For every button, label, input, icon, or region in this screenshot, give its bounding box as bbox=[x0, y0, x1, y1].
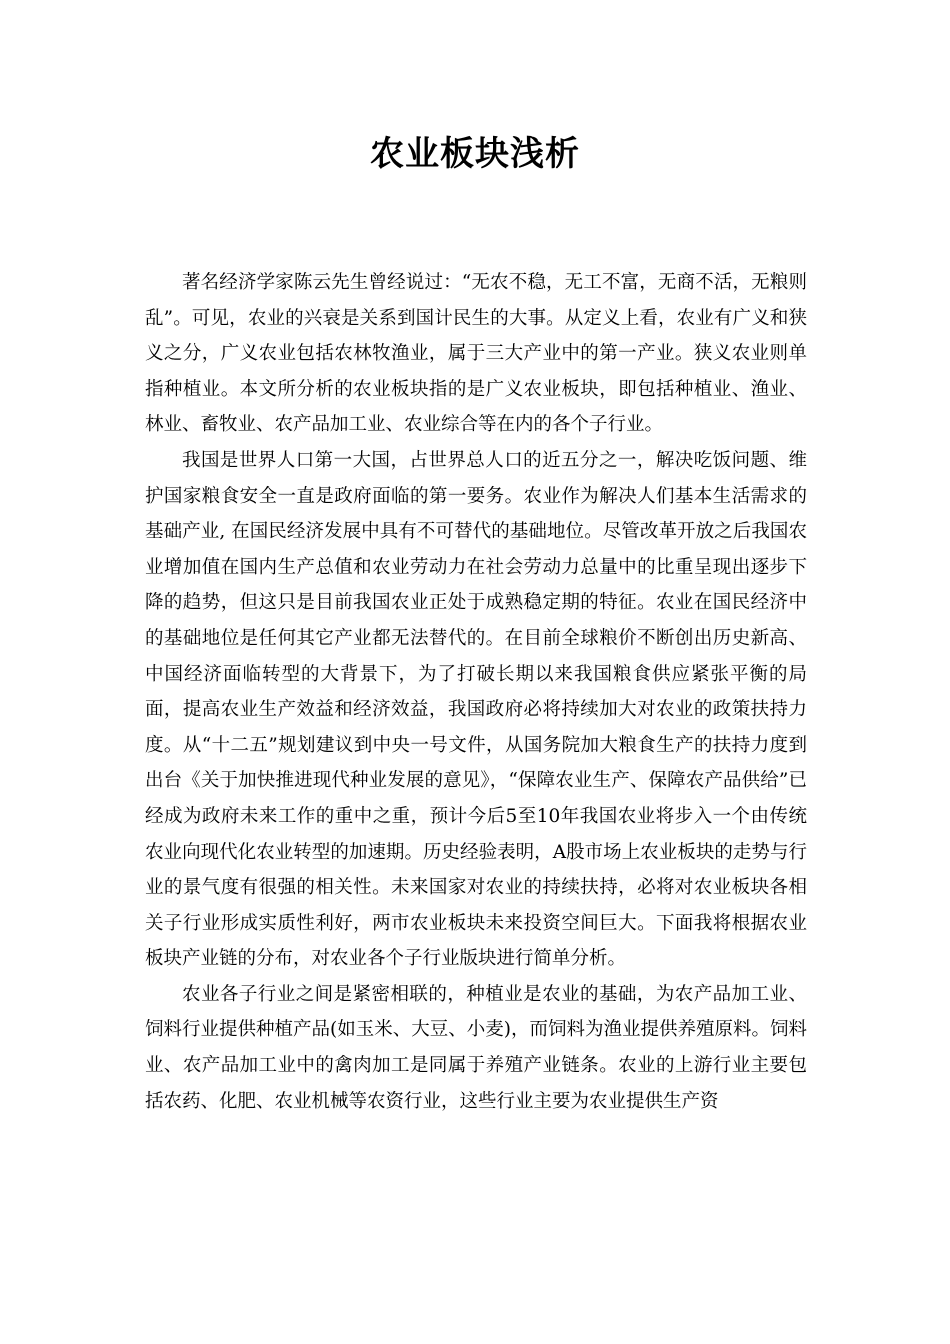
document-body bbox=[145, 265, 807, 1119]
paragraph-2: 我国是世界人口第一大国，占世界总人口的近五分之一，解决吃饭问题、维护国家粮食安全一直是政府面临的第一要务。农业作为解决人们基本生活需求的基础产业, 在国民经济发展中具有不可替代的基础地位。尽管改革开放之后我国农业增加值在国内生产总值和农业劳动力在社会劳动力总量中的比重呈现出逐步下降的趋势，但这只是目前我国农业正处于成熟稳定期的特征。农业在国民经济中的基础地位是任何其它产业都无法替代的。在目前全球粮价不断创出历史新高、中国经济面临转型的大背景下，为了打破长期以来我国粮食供应紧张平衡的局面，提高农业生产效益和经济效益，我国政府必将持续加大对农业的政策扶持力度。从“十二五”规划建议到中央一号文件，从国务院加大粮食生产的扶持力度到出台《关于加快推进现代种业发展的意见》，“保障农业生产、保障农产品供给”已经成为政府未来工作的重中之重，预计今后5至10年我国农业将步入一个由传统农业向现代化农业转型的加速期。历史经验表明，A股市场上农业板块的走势与行业的景气度有很强的相关性。未来国家对农业的持续扶持，必将对农业板块各相关子行业形成实质性利好，两市农业板块未来投资空间巨大。下面我将根据农业板块产业链的分布，对农业各个子行业版块进行简单分析。 bbox=[145, 449, 807, 970]
document-title: 农业板块浅析 bbox=[370, 134, 580, 174]
paragraph-3: 农业各子行业之间是紧密相联的，种植业是农业的基础，为农产品加工业、饲料行业提供种植产品(如玉米、大豆、小麦)，而饲料为渔业提供养殖原料。饲料业、农产品加工业中的禽肉加工是同属于养殖产业链条。农业的上游行业主要包括农药、化肥、农业机械等农资行业，这些行业主要为农业提供生产资 bbox=[145, 983, 807, 1112]
paragraph-1: 著名经济学家陈云先生曾经说过：“无农不稳，无工不富，无商不活，无粮则乱”。可见，农业的兴衰是关系到国计民生的大事。从定义上看，农业有广义和狭义之分，广义农业包括农林牧渔业，属于三大产业中的第一产业。狭义农业则单指种植业。本文所分析的农业板块指的是广义农业板块，即包括种植业、渔业、林业、畜牧业、农产品加工业、农业综合等在内的各个子行业。 bbox=[145, 272, 807, 436]
